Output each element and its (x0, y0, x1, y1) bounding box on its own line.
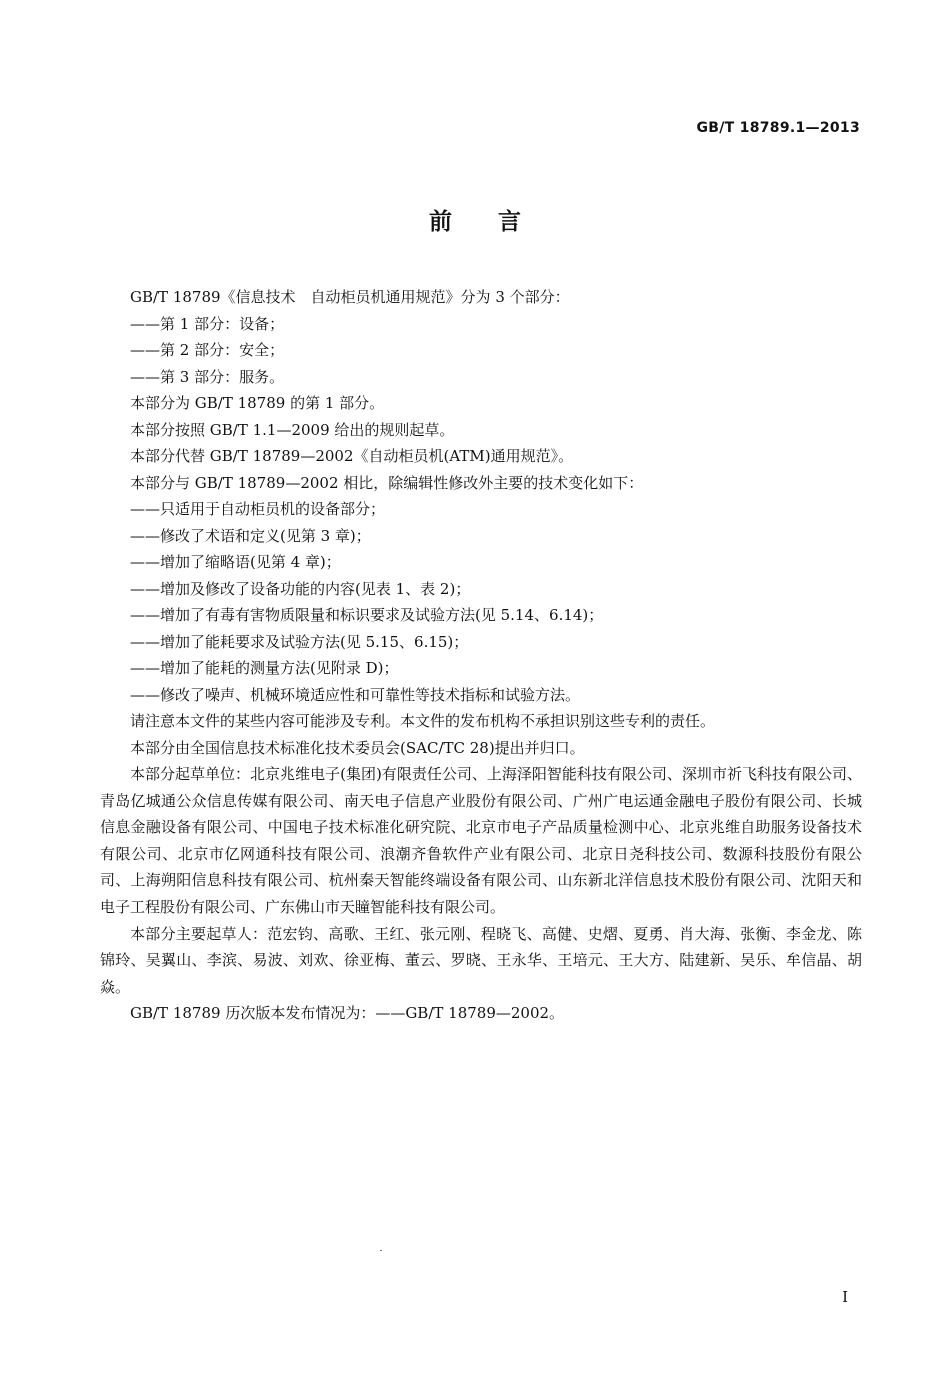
scan-speck (380, 1250, 382, 1251)
rules-paragraph: 本部分按照 GB/T 1.1—2009 给出的规则起草。 (130, 420, 455, 439)
page-number: I (842, 1288, 848, 1306)
proposer-paragraph: 本部分由全国信息技术标准化技术委员会(SAC/TC 28)提出并归口。 (130, 738, 585, 757)
list-item: ——增加了能耗要求及试验方法(见 5.15、6.15)； (130, 632, 469, 651)
list-item: ——增加了有毒有害物质限量和标识要求及试验方法(见 5.14、6.14)； (130, 606, 604, 624)
list-item: ——增加及修改了设备功能的内容(见表 1、表 2)； (130, 579, 471, 598)
standard-code: GB/T 18789.1—2013 (696, 120, 860, 136)
list-item: ——增加了能耗的测量方法(见附录 D)； (130, 659, 399, 677)
history-paragraph: GB/T 18789 历次版本发布情况为：——GB/T 18789—2002。 (130, 1004, 565, 1023)
document-body (100, 284, 862, 1027)
list-item: ——第 2 部分：安全； (130, 341, 285, 359)
list-item: ——修改了术语和定义(见第 3 章)； (130, 526, 371, 545)
list-item: ——增加了缩略语(见第 4 章)； (130, 553, 341, 571)
patent-paragraph: 请注意本文件的某些内容可能涉及专利。本文件的发布机构不承担识别这些专利的责任。 (130, 712, 716, 730)
compare-paragraph: 本部分与 GB/T 18789—2002 相比，除编辑性修改外主要的技术变化如下： (130, 473, 644, 492)
drafters-paragraph: 本部分主要起草人：范宏钧、高歌、王红、张元刚、程晓飞、高健、史熠、夏勇、肖大海、张衡、李金龙、陈锦玲、吴翼山、李滨、易波、刘欢、徐亚梅、董云、罗晓、王永华、王培元、王大方、陆建新、吴乐、牟信晶、胡焱。 (100, 924, 862, 996)
drafting-units-paragraph: 本部分起草单位：北京兆维电子(集团)有限责任公司、上海泽阳智能科技有限公司、深圳市祈飞科技有限公司、青岛亿城通公众信息传媒有限公司、南天电子信息产业股份有限公司、广州广电运通金融电子股份有限公司、长城信息金融设备有限公司、中国电子技术标准化研究院、北京市电子产品质量检测中心、北京兆维自助服务设备技术有限公司、北京市亿网通科技有限公司、浪潮齐鲁软件产业有限公司、北京日尧科技公司、数源科技股份有限公司、上海朔阳信息科技有限公司、杭州秦天智能终端设备有限公司、山东新北洋信息技术股份有限公司、沈阳天和电子工程股份有限公司、广东佛山市天瞳智能科技有限公司。 (100, 765, 862, 916)
replace-paragraph: 本部分代替 GB/T 18789—2002《自动柜员机(ATM)通用规范》。 (130, 447, 574, 465)
list-item: ——第 1 部分：设备； (130, 314, 285, 333)
list-item: ——修改了噪声、机械环境适应性和可靠性等技术指标和试验方法。 (130, 685, 581, 704)
intro-paragraph: GB/T 18789《信息技术 自动柜员机通用规范》分为 3 个部分： (130, 288, 570, 306)
page-title: 前言 (429, 209, 567, 235)
list-item: ——只适用于自动柜员机的设备部分； (130, 500, 386, 518)
part-paragraph: 本部分为 GB/T 18789 的第 1 部分。 (130, 394, 385, 412)
list-item: ——第 3 部分：服务。 (130, 367, 285, 386)
